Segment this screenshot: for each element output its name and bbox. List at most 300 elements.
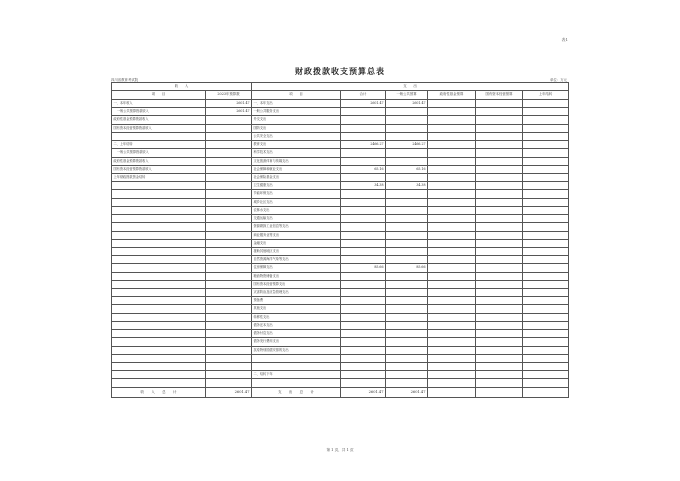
income-amount-cell xyxy=(206,149,252,157)
fund-budget-cell xyxy=(428,272,476,280)
income-item-cell xyxy=(112,330,206,338)
income-amount-cell xyxy=(206,239,252,247)
carry-over-cell xyxy=(523,157,569,165)
expense-item-cell xyxy=(252,354,341,362)
fund-budget-cell xyxy=(428,379,476,387)
general-budget-cell xyxy=(386,247,428,255)
total-header: 合计 xyxy=(341,91,386,100)
expense-item-cell: 转移性支出 xyxy=(252,313,341,321)
expense-item-cell: 农林水支出 xyxy=(252,206,341,214)
state-capital-cell xyxy=(476,108,523,116)
total-cell xyxy=(341,379,386,387)
table-row xyxy=(112,132,569,140)
income-amount-cell: 2601.47 xyxy=(206,108,252,116)
table-row xyxy=(112,206,569,214)
total-cell xyxy=(341,321,386,329)
total-cell xyxy=(341,206,386,214)
income-item-cell: 国有资本经营预算拨款收入 xyxy=(112,124,206,132)
fund-budget-cell xyxy=(428,346,476,354)
income-amount-cell xyxy=(206,289,252,297)
expense-item-cell: 抗疫特别国债安排的支出 xyxy=(252,346,341,354)
income-amount-cell xyxy=(206,206,252,214)
total-cell xyxy=(341,330,386,338)
expense-item-cell: 交通运输支出 xyxy=(252,215,341,223)
fund-budget-cell xyxy=(428,215,476,223)
carry-over-cell xyxy=(523,371,569,379)
state-capital-cell xyxy=(476,264,523,272)
table-row xyxy=(112,289,569,297)
state-capital-cell xyxy=(476,313,523,321)
general-budget-cell xyxy=(386,297,428,305)
fund-budget-cell xyxy=(428,116,476,124)
income-item-header: 项 目 xyxy=(112,91,206,100)
total-cell xyxy=(341,305,386,313)
expense-item-cell: 卫生健康支出 xyxy=(252,182,341,190)
total-cell xyxy=(341,239,386,247)
income-item-cell xyxy=(112,215,206,223)
state-capital-cell xyxy=(476,124,523,132)
carry-over-cell xyxy=(523,330,569,338)
general-budget-cell: 34.38 xyxy=(386,182,428,190)
general-total-cell: 2601.47 xyxy=(386,387,428,398)
carry-over-cell xyxy=(523,321,569,329)
fund-budget-cell xyxy=(428,354,476,362)
fund-budget-cell xyxy=(428,305,476,313)
income-amount-cell xyxy=(206,305,252,313)
carry-over-cell xyxy=(523,141,569,149)
general-budget-cell xyxy=(386,173,428,181)
income-amount-cell xyxy=(206,157,252,165)
table-row xyxy=(112,100,569,108)
state-total-cell xyxy=(476,387,523,398)
state-capital-cell xyxy=(476,289,523,297)
general-budget-cell xyxy=(386,280,428,288)
general-budget-cell: 2466.27 xyxy=(386,141,428,149)
total-cell xyxy=(341,289,386,297)
carry-over-cell xyxy=(523,223,569,231)
income-amount-cell xyxy=(206,256,252,264)
carry-over-cell xyxy=(523,116,569,124)
state-capital-cell xyxy=(476,247,523,255)
state-capital-cell xyxy=(476,173,523,181)
general-budget-cell xyxy=(386,330,428,338)
income-item-cell xyxy=(112,289,206,297)
general-budget-cell: 65.16 xyxy=(386,165,428,173)
total-cell xyxy=(341,338,386,346)
state-capital-cell xyxy=(476,371,523,379)
carry-over-cell xyxy=(523,354,569,362)
income-item-cell: 一、本年收入 xyxy=(112,100,206,108)
carry-over-cell xyxy=(523,272,569,280)
general-budget-cell xyxy=(386,198,428,206)
income-item-cell xyxy=(112,379,206,387)
income-amount-cell xyxy=(206,132,252,140)
state-capital-cell xyxy=(476,141,523,149)
general-budget-cell xyxy=(386,116,428,124)
income-item-cell xyxy=(112,264,206,272)
total-cell xyxy=(341,231,386,239)
general-budget-cell xyxy=(386,149,428,157)
general-budget-cell xyxy=(386,272,428,280)
page-footer: 第 1 页，共 1 页 xyxy=(326,448,354,452)
expense-item-cell: 节能环保支出 xyxy=(252,190,341,198)
carry-over-cell xyxy=(523,173,569,181)
total-cell xyxy=(341,371,386,379)
income-amount-cell xyxy=(206,354,252,362)
fund-budget-cell xyxy=(428,190,476,198)
income-item-cell xyxy=(112,190,206,198)
state-capital-cell xyxy=(476,379,523,387)
carry-over-cell xyxy=(523,108,569,116)
total-cell xyxy=(341,272,386,280)
general-budget-cell xyxy=(386,231,428,239)
table-row xyxy=(112,124,569,132)
general-budget-cell xyxy=(386,108,428,116)
state-capital-cell xyxy=(476,116,523,124)
table-row xyxy=(112,223,569,231)
state-capital-cell xyxy=(476,157,523,165)
total-cell: 2466.27 xyxy=(341,141,386,149)
table-row xyxy=(112,239,569,247)
fund-budget-cell xyxy=(428,141,476,149)
fund-budget-cell xyxy=(428,157,476,165)
fund-budget-cell xyxy=(428,289,476,297)
expense-item-cell: 预备费 xyxy=(252,297,341,305)
carry-over-cell xyxy=(523,256,569,264)
expense-item-cell: 债务发行费用支出 xyxy=(252,338,341,346)
income-item-cell xyxy=(112,198,206,206)
table-row xyxy=(112,182,569,190)
expense-item-cell: 自然资源海洋气象等支出 xyxy=(252,256,341,264)
expense-item-cell: 商业服务业等支出 xyxy=(252,231,341,239)
unit-name: 四川省教育考试院 xyxy=(111,78,139,82)
income-item-cell xyxy=(112,256,206,264)
general-budget-cell xyxy=(386,157,428,165)
table-row xyxy=(112,371,569,379)
general-budget-cell xyxy=(386,132,428,140)
fund-budget-cell xyxy=(428,223,476,231)
total-cell xyxy=(341,157,386,165)
carry-over-cell xyxy=(523,289,569,297)
table-row xyxy=(112,280,569,288)
fund-budget-cell xyxy=(428,321,476,329)
income-amount-cell xyxy=(206,165,252,173)
state-capital-cell xyxy=(476,132,523,140)
total-cell xyxy=(341,190,386,198)
general-budget-cell xyxy=(386,354,428,362)
currency-unit: 单位：万元 xyxy=(550,78,567,82)
general-budget-cell xyxy=(386,313,428,321)
general-budget-cell: 85.66 xyxy=(386,264,428,272)
expense-item-cell: 一、本年支出 xyxy=(252,100,341,108)
table-row xyxy=(112,173,569,181)
carry-over-cell xyxy=(523,338,569,346)
general-budget-cell xyxy=(386,305,428,313)
income-amount-cell xyxy=(206,346,252,354)
fund-budget-cell xyxy=(428,330,476,338)
carry-total-cell xyxy=(523,387,569,398)
table-row xyxy=(112,338,569,346)
state-capital-cell xyxy=(476,346,523,354)
income-amount-cell xyxy=(206,363,252,371)
income-item-cell xyxy=(112,313,206,321)
fund-budget-cell xyxy=(428,206,476,214)
fund-budget-cell xyxy=(428,149,476,157)
carry-over-cell xyxy=(523,247,569,255)
table-row xyxy=(112,157,569,165)
general-budget-cell xyxy=(386,289,428,297)
fund-budget-cell xyxy=(428,100,476,108)
expense-item-cell: 外交支出 xyxy=(252,116,341,124)
income-item-cell xyxy=(112,132,206,140)
total-cell xyxy=(341,313,386,321)
state-capital-cell xyxy=(476,354,523,362)
income-budget-header: 2023年预算数 xyxy=(206,91,252,100)
total-cell xyxy=(341,223,386,231)
income-item-cell xyxy=(112,231,206,239)
income-item-cell: 政府性基金预算拨款收入 xyxy=(112,116,206,124)
income-item-cell: 上年财政拨款资金结转 xyxy=(112,173,206,181)
carry-over-cell xyxy=(523,206,569,214)
total-cell: 2601.47 xyxy=(341,100,386,108)
general-budget-cell xyxy=(386,363,428,371)
carry-over-cell xyxy=(523,313,569,321)
fund-budget-cell xyxy=(428,264,476,272)
table-row xyxy=(112,305,569,313)
carry-over-cell xyxy=(523,215,569,223)
income-item-cell xyxy=(112,223,206,231)
fund-budget-cell xyxy=(428,124,476,132)
total-cell xyxy=(341,297,386,305)
fund-budget-cell xyxy=(428,280,476,288)
carry-over-header: 上年结转 xyxy=(523,91,569,100)
income-amount-cell xyxy=(206,272,252,280)
expense-item-cell: 国防支出 xyxy=(252,124,341,132)
carry-over-cell xyxy=(523,239,569,247)
income-amount-cell xyxy=(206,124,252,132)
fund-budget-cell xyxy=(428,132,476,140)
fund-budget-cell xyxy=(428,256,476,264)
carry-over-cell xyxy=(523,264,569,272)
expense-item-cell: 债务付息支出 xyxy=(252,330,341,338)
income-amount-cell: 2601.47 xyxy=(206,100,252,108)
general-budget-cell xyxy=(386,190,428,198)
general-budget-cell xyxy=(386,124,428,132)
total-cell xyxy=(341,198,386,206)
state-capital-cell xyxy=(476,280,523,288)
state-capital-cell xyxy=(476,231,523,239)
income-amount-cell xyxy=(206,247,252,255)
general-budget-cell xyxy=(386,206,428,214)
state-capital-cell xyxy=(476,272,523,280)
total-cell xyxy=(341,346,386,354)
state-capital-cell xyxy=(476,338,523,346)
total-cell xyxy=(341,149,386,157)
income-amount-cell xyxy=(206,330,252,338)
expense-item-cell: 金融支出 xyxy=(252,239,341,247)
carry-over-cell xyxy=(523,100,569,108)
expense-item-cell: 灾害防治及应急管理支出 xyxy=(252,289,341,297)
carry-over-cell xyxy=(523,346,569,354)
general-budget-cell xyxy=(386,239,428,247)
fund-budget-cell xyxy=(428,182,476,190)
total-cell xyxy=(341,354,386,362)
income-item-cell: 国有资本经营预算拨款收入 xyxy=(112,165,206,173)
expense-item-cell: 债务还本支出 xyxy=(252,321,341,329)
income-amount-cell xyxy=(206,321,252,329)
column-header-row xyxy=(112,91,569,100)
state-capital-cell xyxy=(476,321,523,329)
table-row xyxy=(112,256,569,264)
fund-budget-cell xyxy=(428,363,476,371)
state-capital-header: 国有资本经营预算 xyxy=(476,91,523,100)
income-amount-cell xyxy=(206,338,252,346)
state-capital-cell xyxy=(476,239,523,247)
income-amount-cell xyxy=(206,313,252,321)
total-cell xyxy=(341,116,386,124)
general-budget-cell xyxy=(386,256,428,264)
carry-over-cell xyxy=(523,190,569,198)
income-item-cell xyxy=(112,247,206,255)
table-row xyxy=(112,313,569,321)
income-item-cell: 一般公共预算拨款收入 xyxy=(112,108,206,116)
state-capital-cell xyxy=(476,100,523,108)
grand-total-cell: 2601.47 xyxy=(341,387,386,398)
expense-item-cell: 社会保险基金支出 xyxy=(252,173,341,181)
state-capital-cell xyxy=(476,206,523,214)
total-cell xyxy=(341,280,386,288)
total-cell: 65.16 xyxy=(341,165,386,173)
income-amount-cell xyxy=(206,141,252,149)
state-capital-cell xyxy=(476,190,523,198)
carry-over-cell xyxy=(523,132,569,140)
fund-budget-cell xyxy=(428,231,476,239)
table-row xyxy=(112,190,569,198)
expense-item-cell: 一般公共服务支出 xyxy=(252,108,341,116)
income-item-cell xyxy=(112,363,206,371)
general-budget-header: 一般公共预算 xyxy=(386,91,428,100)
expense-section-header: 支 出 xyxy=(252,83,569,91)
income-item-cell xyxy=(112,354,206,362)
state-capital-cell xyxy=(476,215,523,223)
carry-over-cell xyxy=(523,280,569,288)
state-capital-cell xyxy=(476,256,523,264)
page-title: 财政拨款收支预算总表 xyxy=(295,66,385,76)
carry-over-cell xyxy=(523,363,569,371)
income-item-cell: 一般公共预算拨款收入 xyxy=(112,149,206,157)
income-amount-cell xyxy=(206,190,252,198)
table-row xyxy=(112,346,569,354)
income-amount-cell xyxy=(206,280,252,288)
income-item-cell xyxy=(112,321,206,329)
expense-total-label: 支 出 总 计 xyxy=(252,387,341,398)
income-item-cell: 二、上年结转 xyxy=(112,141,206,149)
table-row xyxy=(112,330,569,338)
total-cell xyxy=(341,247,386,255)
fund-budget-cell xyxy=(428,371,476,379)
total-cell xyxy=(341,132,386,140)
income-amount-cell xyxy=(206,173,252,181)
fund-budget-cell xyxy=(428,173,476,181)
total-cell xyxy=(341,173,386,181)
expense-item-cell: 住房保障支出 xyxy=(252,264,341,272)
expense-item-cell xyxy=(252,363,341,371)
expense-item-cell: 科学技术支出 xyxy=(252,149,341,157)
carry-over-cell xyxy=(523,305,569,313)
income-amount-cell xyxy=(206,297,252,305)
income-amount-cell xyxy=(206,182,252,190)
table-row xyxy=(112,297,569,305)
fund-budget-cell xyxy=(428,239,476,247)
expense-item-cell: 资源勘探工业信息等支出 xyxy=(252,223,341,231)
income-item-cell xyxy=(112,338,206,346)
table-row xyxy=(112,231,569,239)
income-total-label: 收 入 总 计 xyxy=(112,387,206,398)
carry-over-cell xyxy=(523,379,569,387)
general-budget-cell: 2601.47 xyxy=(386,100,428,108)
income-section-header: 收 入 xyxy=(112,83,252,91)
expense-item-cell: 公共安全支出 xyxy=(252,132,341,140)
total-cell xyxy=(341,256,386,264)
state-capital-cell xyxy=(476,165,523,173)
state-capital-cell xyxy=(476,223,523,231)
form-code: 表1 xyxy=(561,37,568,42)
expense-item-cell: 教育支出 xyxy=(252,141,341,149)
general-budget-cell xyxy=(386,346,428,354)
general-budget-cell xyxy=(386,215,428,223)
carry-over-cell xyxy=(523,297,569,305)
expense-item-cell: 社会保障和就业支出 xyxy=(252,165,341,173)
state-capital-cell xyxy=(476,363,523,371)
expense-item-cell: 城乡社区支出 xyxy=(252,198,341,206)
table-row xyxy=(112,321,569,329)
income-amount-cell xyxy=(206,264,252,272)
table-row xyxy=(112,272,569,280)
carry-over-cell xyxy=(523,124,569,132)
table-row xyxy=(112,116,569,124)
income-item-cell xyxy=(112,239,206,247)
expense-item-cell: 援助其他地区支出 xyxy=(252,247,341,255)
expense-item-cell xyxy=(252,379,341,387)
state-capital-cell xyxy=(476,182,523,190)
fund-total-cell xyxy=(428,387,476,398)
income-item-cell xyxy=(112,371,206,379)
total-cell xyxy=(341,215,386,223)
income-item-cell xyxy=(112,346,206,354)
general-budget-cell xyxy=(386,223,428,231)
fund-budget-cell xyxy=(428,247,476,255)
total-cell xyxy=(341,124,386,132)
income-item-cell xyxy=(112,280,206,288)
income-amount-cell xyxy=(206,116,252,124)
income-amount-cell xyxy=(206,371,252,379)
table-row xyxy=(112,354,569,362)
carry-over-cell xyxy=(523,231,569,239)
income-item-cell xyxy=(112,182,206,190)
state-capital-cell xyxy=(476,305,523,313)
table-row xyxy=(112,141,569,149)
table-row xyxy=(112,198,569,206)
totals-row xyxy=(112,387,569,398)
carry-over-cell xyxy=(523,198,569,206)
carry-over-cell xyxy=(523,149,569,157)
expense-item-cell: 国有资本经营预算支出 xyxy=(252,280,341,288)
fund-budget-cell xyxy=(428,165,476,173)
budget-table xyxy=(111,82,569,398)
table-row xyxy=(112,165,569,173)
income-item-cell xyxy=(112,305,206,313)
state-capital-cell xyxy=(476,198,523,206)
